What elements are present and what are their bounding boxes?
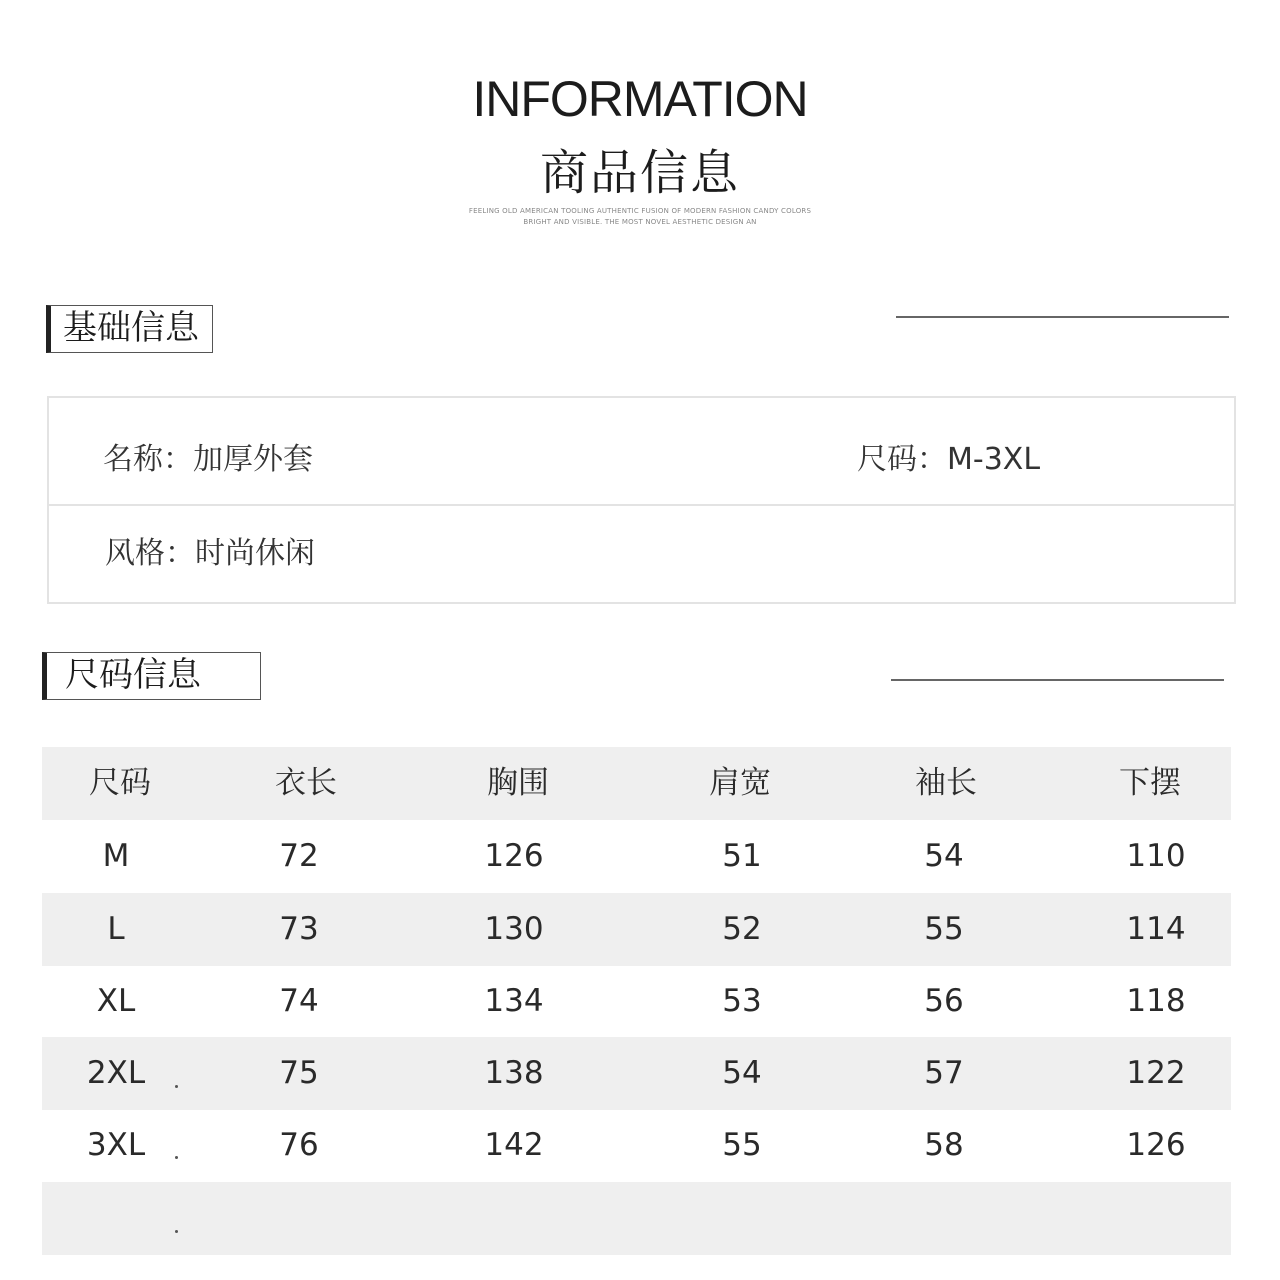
size-table: [42, 747, 1231, 1255]
table-cell: 130: [484, 911, 544, 947]
column-header: 下摆: [1119, 765, 1181, 801]
table-cell: M: [102, 838, 130, 874]
basic-info-title: 基础信息: [63, 308, 199, 348]
product-size-range: 尺码：M-3XL: [857, 442, 1041, 477]
column-header: 衣长: [275, 765, 337, 801]
table-cell: 118: [1126, 983, 1186, 1019]
column-header: 尺码: [89, 765, 151, 801]
table-cell: 122: [1126, 1055, 1186, 1091]
table-row: [42, 820, 1231, 893]
table-cell: 75: [279, 1055, 319, 1091]
table-cell: 74: [279, 983, 319, 1019]
table-cell: 52: [722, 911, 762, 947]
table-header-row: [42, 747, 1231, 820]
title-english: INFORMATION: [472, 71, 808, 127]
stray-dot: [175, 1085, 178, 1088]
basic-info-label: [46, 305, 213, 353]
tagline-line-2: BRIGHT AND VISIBLE. THE MOST NOVEL AESTHETIC DESIGN AN: [523, 218, 757, 226]
table-cell: 58: [924, 1127, 964, 1163]
table-row: [42, 1109, 1231, 1182]
table-cell: 56: [924, 983, 964, 1019]
title-chinese: 商品信息: [539, 145, 740, 201]
table-cell: 72: [279, 838, 319, 874]
product-style: 风格：时尚休闲: [105, 536, 315, 571]
table-cell: 142: [484, 1127, 544, 1163]
table-cell: 51: [722, 838, 762, 874]
size-info-rule: [891, 679, 1224, 681]
basic-info-divider: [49, 504, 1234, 506]
table-cell: L: [107, 911, 125, 947]
basic-info-rule: [896, 316, 1229, 318]
table-cell: 76: [279, 1127, 319, 1163]
table-cell: 134: [484, 983, 544, 1019]
product-name: 名称：加厚外套: [103, 442, 313, 477]
table-cell: 126: [484, 838, 544, 874]
table-cell: 53: [722, 983, 762, 1019]
table-cell: 55: [722, 1127, 762, 1163]
basic-info-box: [47, 396, 1236, 604]
table-cell: 55: [924, 911, 964, 947]
size-info-title: 尺码信息: [65, 655, 201, 695]
table-cell: 57: [924, 1055, 964, 1091]
table-cell: 54: [924, 838, 964, 874]
table-row: [42, 1037, 1231, 1110]
table-row-empty: [42, 1182, 1231, 1255]
column-header: 胸围: [487, 765, 549, 801]
size-info-label: [42, 652, 261, 700]
table-cell: 54: [722, 1055, 762, 1091]
column-header: 肩宽: [709, 765, 771, 801]
tagline-line-1: FEELING OLD AMERICAN TOOLING AUTHENTIC FUSION OF MODERN FASHION CANDY COLORS: [468, 207, 812, 215]
page-header: [0, 0, 1280, 240]
table-row: [42, 965, 1231, 1038]
table-cell: XL: [96, 983, 136, 1019]
stray-dot: [175, 1156, 178, 1159]
table-cell: 3XL: [86, 1127, 146, 1163]
table-cell: 138: [484, 1055, 544, 1091]
stray-dot: [175, 1230, 178, 1233]
table-cell: 2XL: [86, 1055, 146, 1091]
table-cell: 73: [279, 911, 319, 947]
column-header: 袖长: [915, 765, 977, 801]
table-row: [42, 893, 1231, 966]
table-cell: 126: [1126, 1127, 1186, 1163]
table-cell: 110: [1126, 838, 1186, 874]
table-cell: 114: [1126, 911, 1186, 947]
